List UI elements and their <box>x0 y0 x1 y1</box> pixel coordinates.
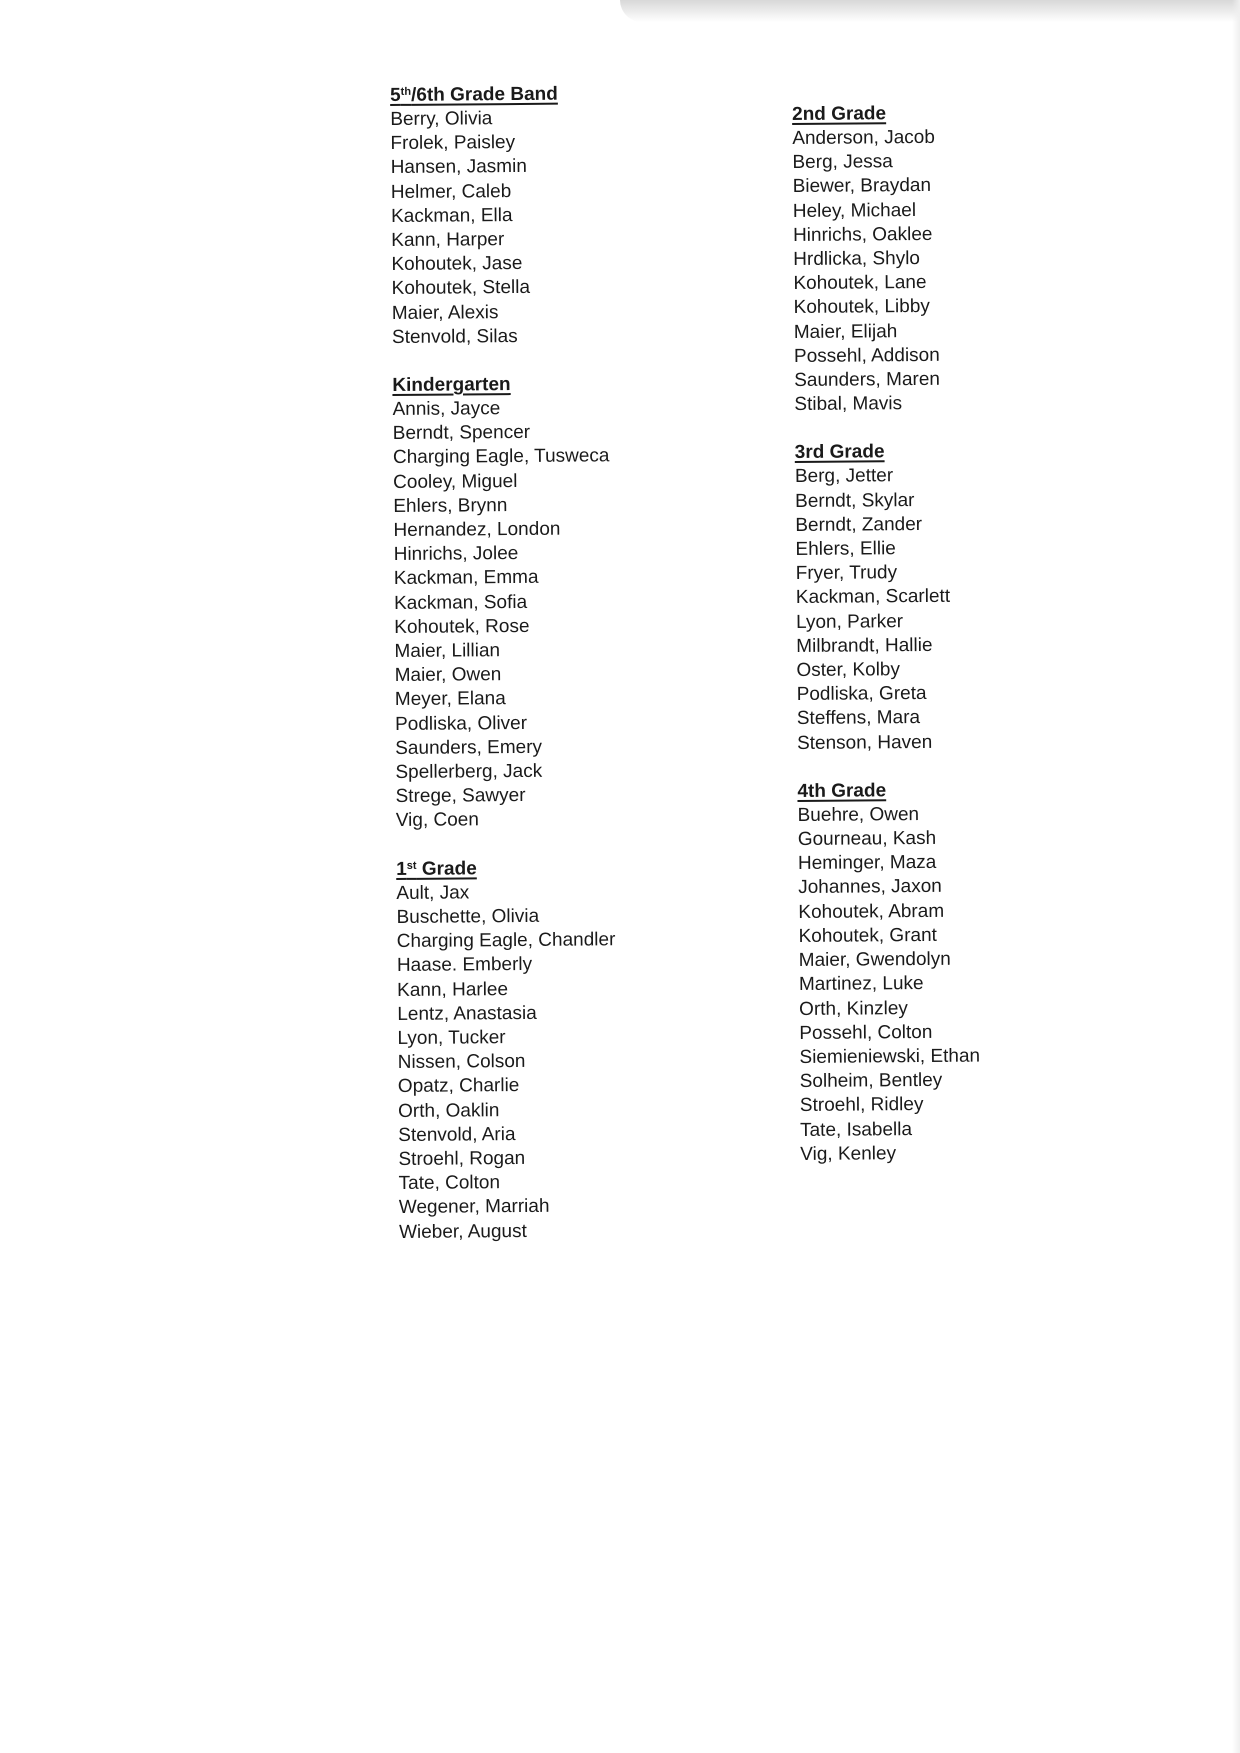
student-name: Heley, Michael <box>792 199 917 222</box>
grade2-heading: 2nd Grade <box>792 103 887 125</box>
student-name: Berg, Jetter <box>794 465 894 488</box>
grade1-list <box>396 880 617 1245</box>
kindergarten-list <box>392 396 614 833</box>
band-heading-number: 5 <box>390 84 401 106</box>
student-name: Wieber, August <box>398 1220 527 1243</box>
student-name: Milbrandt, Hallie <box>796 634 933 657</box>
student-name: Stroehl, Ridley <box>799 1094 924 1117</box>
page-edge <box>1232 0 1240 1753</box>
student-name: Kann, Harlee <box>397 978 509 1001</box>
student-name: Maier, Elijah <box>793 320 898 343</box>
student-name: Maier, Alexis <box>391 301 499 324</box>
student-name: Berg, Jessa <box>792 151 893 174</box>
student-name: Stenvold, Aria <box>398 1123 516 1146</box>
student-name: Hinrichs, Oaklee <box>792 223 933 246</box>
student-name: Berry, Olivia <box>390 108 493 130</box>
student-name: Haase. Emberly <box>396 954 533 977</box>
grade4-heading: 4th Grade <box>797 780 887 802</box>
right-column <box>792 102 981 1191</box>
student-name: Hrdlicka, Shylo <box>793 248 921 271</box>
student-name: Cooley, Miguel <box>393 470 518 493</box>
grade4-list <box>798 802 981 1166</box>
student-name: Meyer, Elana <box>394 688 506 711</box>
student-name: Kohoutek, Rose <box>394 615 530 638</box>
student-name: Stenvold, Silas <box>391 325 518 348</box>
student-name: Ehlers, Brynn <box>393 494 508 517</box>
student-name: Tate, Colton <box>398 1172 501 1195</box>
student-name: Stroehl, Rogan <box>398 1147 526 1170</box>
student-name: Stenson, Haven <box>796 731 933 754</box>
student-name: Saunders, Emery <box>395 736 543 759</box>
grade4-section <box>797 778 981 1166</box>
student-name: Helmer, Caleb <box>390 180 512 203</box>
student-name: Kackman, Emma <box>393 567 539 590</box>
student-name: Martinez, Luke <box>798 973 924 996</box>
grade1-section <box>396 856 618 1245</box>
student-name: Kackman, Scarlett <box>795 586 951 609</box>
student-name: Gourneau, Kash <box>797 827 937 851</box>
student-name: Vig, Kenley <box>800 1142 897 1165</box>
band-heading-superscript: th <box>400 85 412 98</box>
student-name: Kohoutek, Lane <box>793 272 927 295</box>
student-name: Solheim, Bentley <box>799 1069 943 1093</box>
student-name: Stibal, Mavis <box>794 393 903 416</box>
student-name: Siemieniewski, Ethan <box>799 1045 981 1068</box>
student-name: Berndt, Zander <box>795 513 923 536</box>
kindergarten-section <box>392 372 614 833</box>
student-name: Lyon, Tucker <box>397 1027 506 1049</box>
student-name: Nissen, Colson <box>397 1051 526 1074</box>
student-name: Kackman, Ella <box>390 204 513 227</box>
student-name: Lentz, Anastasia <box>397 1002 537 1025</box>
student-name: Annis, Jayce <box>392 398 501 421</box>
student-name: Orth, Kinzley <box>799 997 908 1020</box>
grade3-section <box>795 440 978 756</box>
band-heading <box>390 82 609 108</box>
student-name: Possehl, Addison <box>793 344 940 367</box>
student-name: Vig, Coen <box>395 809 479 832</box>
student-name: Frolek, Paisley <box>390 132 516 155</box>
student-name: Oster, Kolby <box>796 659 901 682</box>
student-name: Berndt, Spencer <box>392 422 531 445</box>
left-column <box>390 82 618 1268</box>
grade1-heading-number: 1 <box>396 858 407 880</box>
grade2-section <box>792 102 975 418</box>
student-name: Kohoutek, Libby <box>793 296 930 319</box>
student-name: Buschette, Olivia <box>396 905 540 928</box>
grade3-list <box>795 464 978 756</box>
grade3-heading: 3rd Grade <box>794 441 885 464</box>
student-name: Orth, Oaklin <box>397 1099 500 1122</box>
student-name: Saunders, Maren <box>794 368 941 392</box>
student-name: Charging Eagle, Tusweca <box>392 445 610 469</box>
student-name: Kohoutek, Stella <box>391 277 531 300</box>
student-name: Maier, Lillian <box>394 640 501 663</box>
student-name: Ault, Jax <box>396 882 470 904</box>
scan-shadow <box>620 0 1240 22</box>
student-name: Podliska, Greta <box>796 683 927 706</box>
student-name: Ehlers, Ellie <box>795 538 896 561</box>
grade1-heading-text: Grade <box>416 858 477 880</box>
student-name: Fryer, Trudy <box>795 562 898 585</box>
student-name: Kann, Harper <box>391 229 505 252</box>
grade1-heading-superscript: st <box>406 859 417 872</box>
student-name: Strege, Sawyer <box>395 785 526 808</box>
student-name: Heminger, Maza <box>797 852 937 875</box>
student-name: Hinrichs, Jolee <box>393 543 519 566</box>
student-name: Maier, Owen <box>394 664 502 687</box>
student-name: Wegener, Marriah <box>398 1196 550 1219</box>
student-name: Charging Eagle, Chandler <box>396 929 616 953</box>
student-name: Hansen, Jasmin <box>390 156 527 179</box>
student-name: Opatz, Charlie <box>397 1075 520 1098</box>
band-heading-text: /6th Grade Band <box>410 83 558 106</box>
student-name: Lyon, Parker <box>795 610 904 633</box>
student-name: Maier, Gwendolyn <box>798 948 951 972</box>
student-name: Spellerberg, Jack <box>395 760 543 784</box>
student-name: Anderson, Jacob <box>792 126 935 149</box>
grade2-list <box>792 126 975 418</box>
kindergarten-heading: Kindergarten <box>392 374 511 397</box>
student-name: Possehl, Colton <box>799 1021 933 1044</box>
student-name: Buehre, Owen <box>797 803 920 826</box>
band-list <box>390 106 611 350</box>
student-name: Biewer, Braydan <box>792 175 932 198</box>
student-name: Podliska, Oliver <box>394 712 528 735</box>
student-name: Hernandez, London <box>393 518 561 542</box>
student-name: Tate, Isabella <box>799 1118 913 1141</box>
student-name: Kohoutek, Jase <box>391 253 523 276</box>
student-name: Kohoutek, Grant <box>798 924 937 947</box>
student-name: Johannes, Jaxon <box>798 876 942 899</box>
grade1-heading <box>396 856 615 882</box>
student-name: Berndt, Skylar <box>795 489 915 512</box>
band-section <box>390 82 611 350</box>
student-name: Kackman, Sofia <box>393 591 528 614</box>
student-name: Kohoutek, Abram <box>798 900 945 923</box>
student-name: Steffens, Mara <box>796 707 921 730</box>
